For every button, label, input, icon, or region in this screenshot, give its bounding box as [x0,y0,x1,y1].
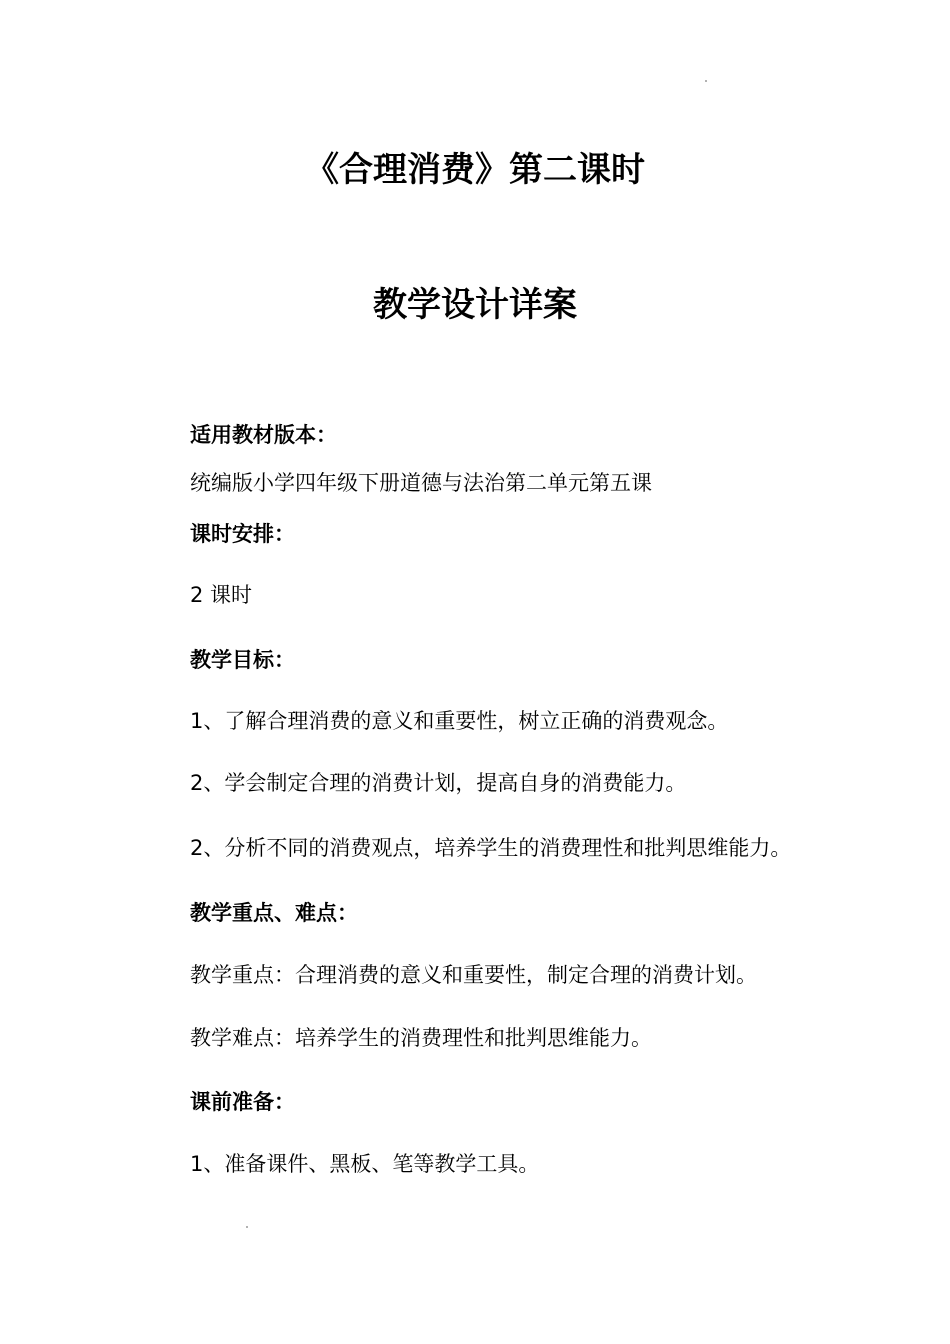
section-heading-textbook-version: 适用教材版本： [190,423,337,447]
key-point-text: 教学重点：合理消费的意义和重要性，制定合理的消费计划。 [190,963,757,987]
section-heading-class-hours: 课时安排： [190,522,295,546]
document-title: 《合理消费》第二课时 [305,150,645,190]
class-hours-text: 2 课时 [190,583,253,607]
objective-item: 1、了解合理消费的意义和重要性，树立正确的消费观念。 [190,709,729,733]
scan-speck [246,1226,248,1228]
section-heading-objectives: 教学目标： [190,648,295,672]
preparation-item: 1、准备课件、黑板、笔等教学工具。 [190,1152,540,1176]
textbook-version-text: 统编版小学四年级下册道德与法治第二单元第五课 [190,471,652,495]
scan-speck [705,80,707,82]
section-heading-key-points: 教学重点、难点： [190,901,358,925]
objective-item: 2、分析不同的消费观点，培养学生的消费理性和批判思维能力。 [190,836,792,860]
document-subtitle: 教学设计详案 [373,285,577,325]
section-heading-preparation: 课前准备： [190,1090,295,1114]
objective-item: 2、学会制定合理的消费计划，提高自身的消费能力。 [190,771,687,795]
difficulty-text: 教学难点：培养学生的消费理性和批判思维能力。 [190,1026,652,1050]
